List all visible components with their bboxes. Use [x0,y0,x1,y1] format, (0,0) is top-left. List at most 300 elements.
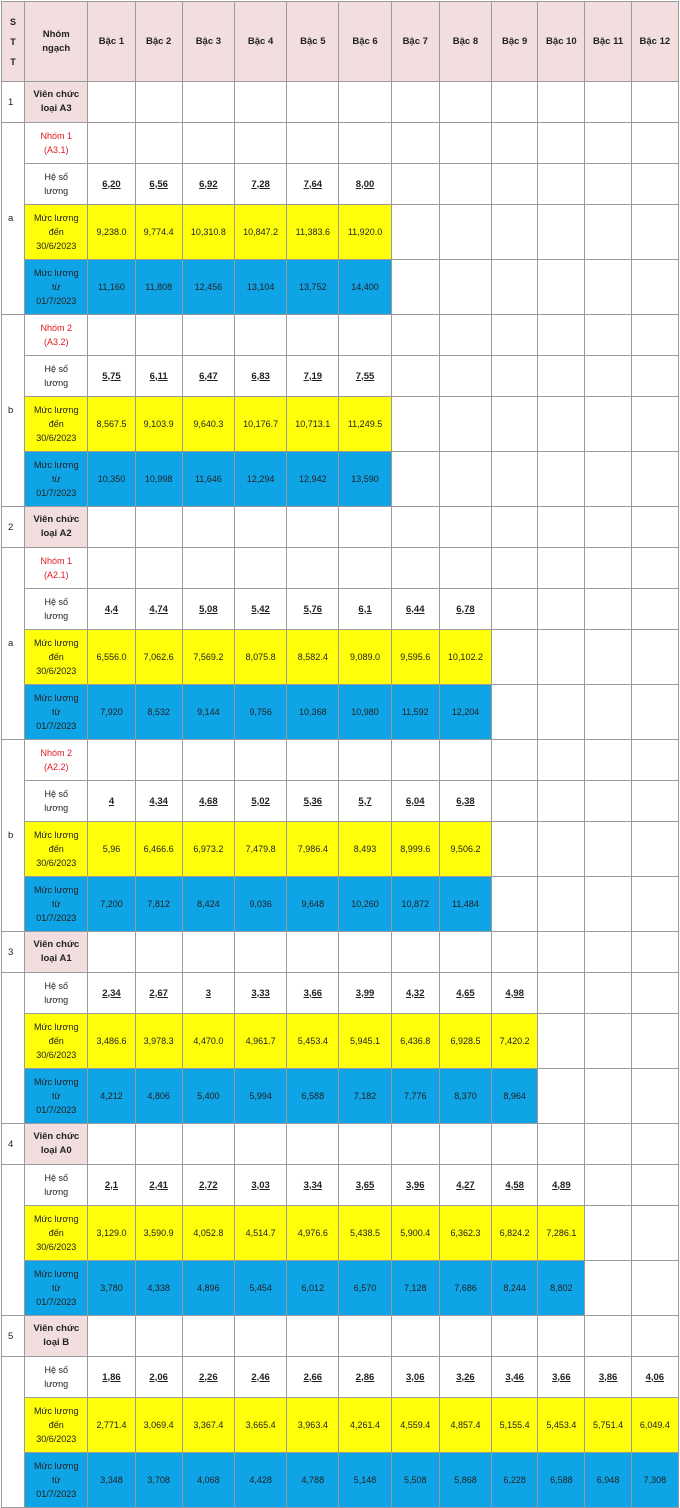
coef-value: 6,47 [182,356,234,397]
empty-cell [631,1261,678,1316]
new-salary-row [2,1069,679,1124]
empty-cell [135,932,182,973]
step-header: Bậc 4 [234,2,286,82]
group-title-row [2,315,679,356]
coef-value: 2,06 [135,1357,182,1398]
empty-cell [585,589,631,630]
empty-cell [631,356,678,397]
empty-cell [492,877,538,932]
category-name [25,82,88,123]
empty-cell [538,397,585,452]
stt-cell: 1 [2,82,25,123]
coef-value: 3,34 [287,1165,339,1206]
old-salary-label-line: Mức lương [33,830,79,840]
empty-cell [439,397,491,452]
empty-cell [585,1206,631,1261]
coef-row [2,1357,679,1398]
empty-cell [492,205,538,260]
new-salary-label-line: từ [51,899,61,909]
new-salary-row [2,452,679,507]
coef-label [25,781,88,822]
empty-cell [492,548,538,589]
empty-cell [585,932,631,973]
coef-label [25,164,88,205]
new-salary-value: 12,456 [182,260,234,315]
group-letter [2,1357,25,1508]
coef-value: 6,92 [182,164,234,205]
coef-value: 2,1 [88,1165,135,1206]
empty-cell [538,1014,585,1069]
coef-label-line: lương [44,995,69,1005]
coef-value: 4,74 [135,589,182,630]
coef-value: 3,96 [391,1165,439,1206]
old-salary-value: 9,089.0 [339,630,391,685]
new-salary-value: 13,590 [339,452,391,507]
new-salary-label-line: Mức lương [33,1077,79,1087]
new-salary-label-line: Mức lương [33,268,79,278]
empty-cell [585,740,631,781]
empty-cell [492,397,538,452]
empty-cell [631,164,678,205]
empty-cell [182,315,234,356]
old-salary-value: 4,261.4 [339,1398,391,1453]
old-salary-value: 5,438.5 [339,1206,391,1261]
coef-value: 6,20 [88,164,135,205]
empty-cell [492,260,538,315]
empty-cell [631,685,678,740]
coef-value: 6,1 [339,589,391,630]
new-salary-value: 4,896 [182,1261,234,1316]
coef-value: 3,46 [492,1357,538,1398]
coef-label-line: Hệ số [44,1365,68,1375]
new-salary-value: 5,148 [339,1453,391,1508]
old-salary-value: 4,857.4 [439,1398,491,1453]
empty-cell [631,1206,678,1261]
coef-value: 3,86 [585,1357,631,1398]
empty-cell [585,1316,631,1357]
empty-cell [88,548,135,589]
new-salary-value: 3,708 [135,1453,182,1508]
empty-cell [391,932,439,973]
new-salary-value: 4,428 [234,1453,286,1508]
coef-value: 3 [182,973,234,1014]
empty-cell [492,1316,538,1357]
step-header: Bậc 5 [287,2,339,82]
empty-cell [631,82,678,123]
new-salary-value: 7,200 [88,877,135,932]
old-salary-row [2,822,679,877]
empty-cell [631,822,678,877]
empty-cell [391,452,439,507]
old-salary-value: 4,559.4 [391,1398,439,1453]
empty-cell [585,82,631,123]
old-salary-value: 11,249.5 [339,397,391,452]
step-header: Bậc 8 [439,2,491,82]
old-salary-value: 4,961.7 [234,1014,286,1069]
new-salary-value: 11,646 [182,452,234,507]
old-salary-value: 5,751.4 [585,1398,631,1453]
group-letter [2,1165,25,1316]
new-salary-value: 7,686 [439,1261,491,1316]
empty-cell [585,123,631,164]
step-header: Bậc 7 [391,2,439,82]
old-salary-value: 8,999.6 [391,822,439,877]
category-name [25,507,88,548]
coef-value: 5,42 [234,589,286,630]
coef-value: 4,89 [538,1165,585,1206]
new-salary-value: 6,228 [492,1453,538,1508]
new-salary-value: 10,998 [135,452,182,507]
group-title-line: Nhóm 1 [40,556,72,566]
coef-label [25,1165,88,1206]
empty-cell [538,685,585,740]
coef-label-line: Hệ số [44,1173,68,1183]
coef-value: 5,76 [287,589,339,630]
empty-cell [439,1316,491,1357]
old-salary-label-line: đến [48,1420,64,1430]
empty-cell [492,123,538,164]
empty-cell [287,82,339,123]
old-salary-value: 3,978.3 [135,1014,182,1069]
empty-cell [585,356,631,397]
group-title-row [2,548,679,589]
coef-value: 7,28 [234,164,286,205]
new-salary-label-line: Mức lương [33,1269,79,1279]
new-salary-value: 3,348 [88,1453,135,1508]
step-header: Bậc 11 [585,2,631,82]
new-salary-value: 5,868 [439,1453,491,1508]
old-salary-label [25,630,88,685]
new-salary-value: 6,588 [538,1453,585,1508]
step-header: Bậc 2 [135,2,182,82]
old-salary-value: 11,383.6 [287,205,339,260]
old-salary-value: 6,362.3 [439,1206,491,1261]
empty-cell [585,548,631,589]
new-salary-value: 6,012 [287,1261,339,1316]
old-salary-value: 7,420.2 [492,1014,538,1069]
empty-cell [492,315,538,356]
coef-value: 5,08 [182,589,234,630]
new-salary-row [2,1261,679,1316]
empty-cell [135,82,182,123]
empty-cell [439,205,491,260]
old-salary-row [2,397,679,452]
category-name-line: Viên chức [33,1131,80,1142]
empty-cell [234,1316,286,1357]
new-salary-value: 10,980 [339,685,391,740]
coef-value: 2,26 [182,1357,234,1398]
old-salary-label [25,205,88,260]
empty-cell [585,507,631,548]
new-salary-value: 13,104 [234,260,286,315]
old-salary-value: 10,102.2 [439,630,491,685]
empty-cell [391,507,439,548]
old-salary-value: 3,069.4 [135,1398,182,1453]
new-salary-value: 10,260 [339,877,391,932]
category-name-line: loại A3 [40,103,72,114]
old-salary-label-line: Mức lương [33,213,79,223]
coef-value: 3,33 [234,973,286,1014]
coef-row [2,164,679,205]
old-salary-label-line: 30/6/2023 [36,1434,77,1444]
empty-cell [439,82,491,123]
old-salary-value: 8,582.4 [287,630,339,685]
new-salary-value: 8,370 [439,1069,491,1124]
old-salary-value: 7,569.2 [182,630,234,685]
old-salary-value: 6,049.4 [631,1398,678,1453]
old-salary-row [2,205,679,260]
old-salary-value: 9,103.9 [135,397,182,452]
empty-cell [234,507,286,548]
empty-cell [631,932,678,973]
empty-cell [631,507,678,548]
empty-cell [538,630,585,685]
empty-cell [135,548,182,589]
coef-value: 8,00 [339,164,391,205]
empty-cell [585,1069,631,1124]
empty-cell [538,973,585,1014]
new-salary-value: 5,454 [234,1261,286,1316]
old-salary-label-line: đến [48,844,64,854]
coef-value: 6,11 [135,356,182,397]
old-salary-value: 10,310.8 [182,205,234,260]
group-title-line: (A2.2) [43,762,69,772]
coef-label-line: lương [44,1187,69,1197]
category-name-line: Viên chức [33,939,80,950]
empty-cell [234,548,286,589]
coef-value: 5,75 [88,356,135,397]
new-salary-label [25,1261,88,1316]
new-salary-value: 4,788 [287,1453,339,1508]
empty-cell [538,548,585,589]
new-salary-label-line: 01/7/2023 [36,913,77,923]
coef-value: 7,64 [287,164,339,205]
empty-cell [439,164,491,205]
coef-value: 2,72 [182,1165,234,1206]
new-salary-label-line: 01/7/2023 [36,1297,77,1307]
new-salary-value: 11,484 [439,877,491,932]
new-salary-row [2,877,679,932]
coef-row [2,781,679,822]
old-salary-value: 6,973.2 [182,822,234,877]
group-letter: b [2,740,25,932]
step-header: Bậc 12 [631,2,678,82]
new-salary-value: 10,350 [88,452,135,507]
empty-cell [631,1014,678,1069]
empty-cell [492,685,538,740]
empty-cell [585,164,631,205]
new-salary-value: 7,776 [391,1069,439,1124]
empty-cell [631,877,678,932]
coef-value: 2,34 [88,973,135,1014]
new-salary-label [25,452,88,507]
old-salary-value: 3,367.4 [182,1398,234,1453]
new-salary-label-line: từ [51,474,61,484]
old-salary-label-line: 30/6/2023 [36,858,77,868]
step-header: Bậc 10 [538,2,585,82]
group-title [25,548,88,589]
new-salary-label-line: 01/7/2023 [36,296,77,306]
new-salary-label-line: từ [51,282,61,292]
stt-cell: 5 [2,1316,25,1357]
empty-cell [88,932,135,973]
old-salary-value: 10,713.1 [287,397,339,452]
old-salary-label-line: Mức lương [33,405,79,415]
empty-cell [585,1261,631,1316]
new-salary-value: 14,400 [339,260,391,315]
new-salary-label [25,877,88,932]
old-salary-value: 3,665.4 [234,1398,286,1453]
empty-cell [287,507,339,548]
empty-cell [492,1124,538,1165]
empty-cell [585,685,631,740]
old-salary-label [25,1206,88,1261]
step-header: Bậc 9 [492,2,538,82]
new-salary-value: 12,204 [439,685,491,740]
new-salary-row [2,1453,679,1508]
old-salary-label-line: Mức lương [33,1406,79,1416]
group-title [25,123,88,164]
new-salary-label [25,685,88,740]
empty-cell [287,1316,339,1357]
new-salary-value: 4,068 [182,1453,234,1508]
old-salary-label-line: đến [48,652,64,662]
empty-cell [538,1316,585,1357]
category-name-line: loại B [43,1337,70,1348]
coef-value: 6,44 [391,589,439,630]
empty-cell [439,932,491,973]
category-name-line: loại A0 [40,1145,72,1156]
new-salary-label-line: từ [51,707,61,717]
empty-cell [182,123,234,164]
new-salary-label-line: 01/7/2023 [36,488,77,498]
empty-cell [88,315,135,356]
empty-cell [391,1316,439,1357]
empty-cell [631,973,678,1014]
new-salary-value: 10,872 [391,877,439,932]
new-salary-value: 7,128 [391,1261,439,1316]
step-header: Bậc 6 [339,2,391,82]
new-salary-value: 4,338 [135,1261,182,1316]
coef-label-line: Hệ số [44,981,68,991]
coef-value: 2,46 [234,1357,286,1398]
coef-value: 2,67 [135,973,182,1014]
empty-cell [339,315,391,356]
coef-value: 4,68 [182,781,234,822]
category-name-line: loại A2 [40,528,72,539]
empty-cell [234,315,286,356]
coef-label-line: Hệ số [44,364,68,374]
old-salary-value: 6,824.2 [492,1206,538,1261]
coef-value: 7,19 [287,356,339,397]
new-salary-value: 9,144 [182,685,234,740]
new-salary-label-line: từ [51,1091,61,1101]
empty-cell [182,1124,234,1165]
coef-value: 2,86 [339,1357,391,1398]
new-salary-value: 7,812 [135,877,182,932]
empty-cell [135,1124,182,1165]
new-salary-label [25,1453,88,1508]
empty-cell [182,82,234,123]
old-salary-value: 4,052.8 [182,1206,234,1261]
empty-cell [631,740,678,781]
coef-value: 6,56 [135,164,182,205]
new-salary-value: 7,308 [631,1453,678,1508]
category-name [25,932,88,973]
category-name [25,1316,88,1357]
empty-cell [631,123,678,164]
empty-cell [538,740,585,781]
empty-cell [538,781,585,822]
old-salary-label-line: 30/6/2023 [36,1242,77,1252]
stt-cell: 3 [2,932,25,973]
coef-value: 3,66 [538,1357,585,1398]
empty-cell [439,1124,491,1165]
coef-row [2,973,679,1014]
empty-cell [135,740,182,781]
category-row [2,1124,679,1165]
empty-cell [538,1124,585,1165]
new-salary-label-line: Mức lương [33,693,79,703]
old-salary-value: 9,506.2 [439,822,491,877]
coef-value: 5,36 [287,781,339,822]
empty-cell [492,932,538,973]
empty-cell [631,781,678,822]
new-salary-value: 4,212 [88,1069,135,1124]
empty-cell [631,452,678,507]
empty-cell [585,315,631,356]
empty-cell [339,932,391,973]
new-salary-value: 6,948 [585,1453,631,1508]
step-header: Bậc 1 [88,2,135,82]
category-row [2,82,679,123]
empty-cell [585,781,631,822]
stt-header: S T T [2,2,25,82]
coef-label [25,589,88,630]
group-title [25,740,88,781]
group-letter: b [2,315,25,507]
new-salary-value: 10,368 [287,685,339,740]
category-name-line: Viên chức [33,89,80,100]
old-salary-label-line: 30/6/2023 [36,1050,77,1060]
empty-cell [439,740,491,781]
empty-cell [287,1124,339,1165]
coef-value: 6,83 [234,356,286,397]
new-salary-value: 8,244 [492,1261,538,1316]
new-salary-value: 6,570 [339,1261,391,1316]
old-salary-value: 4,514.7 [234,1206,286,1261]
empty-cell [631,548,678,589]
empty-cell [391,397,439,452]
category-row [2,1316,679,1357]
new-salary-value: 4,806 [135,1069,182,1124]
new-salary-label-line: Mức lương [33,885,79,895]
group-letter: a [2,548,25,740]
empty-cell [585,1014,631,1069]
empty-cell [439,548,491,589]
old-salary-value: 6,436.8 [391,1014,439,1069]
old-salary-value: 9,774.4 [135,205,182,260]
empty-cell [391,740,439,781]
empty-cell [492,507,538,548]
old-salary-value: 5,96 [88,822,135,877]
coef-label [25,973,88,1014]
empty-cell [538,589,585,630]
new-salary-value: 8,424 [182,877,234,932]
empty-cell [492,740,538,781]
coef-value: 4,4 [88,589,135,630]
new-salary-label [25,1069,88,1124]
